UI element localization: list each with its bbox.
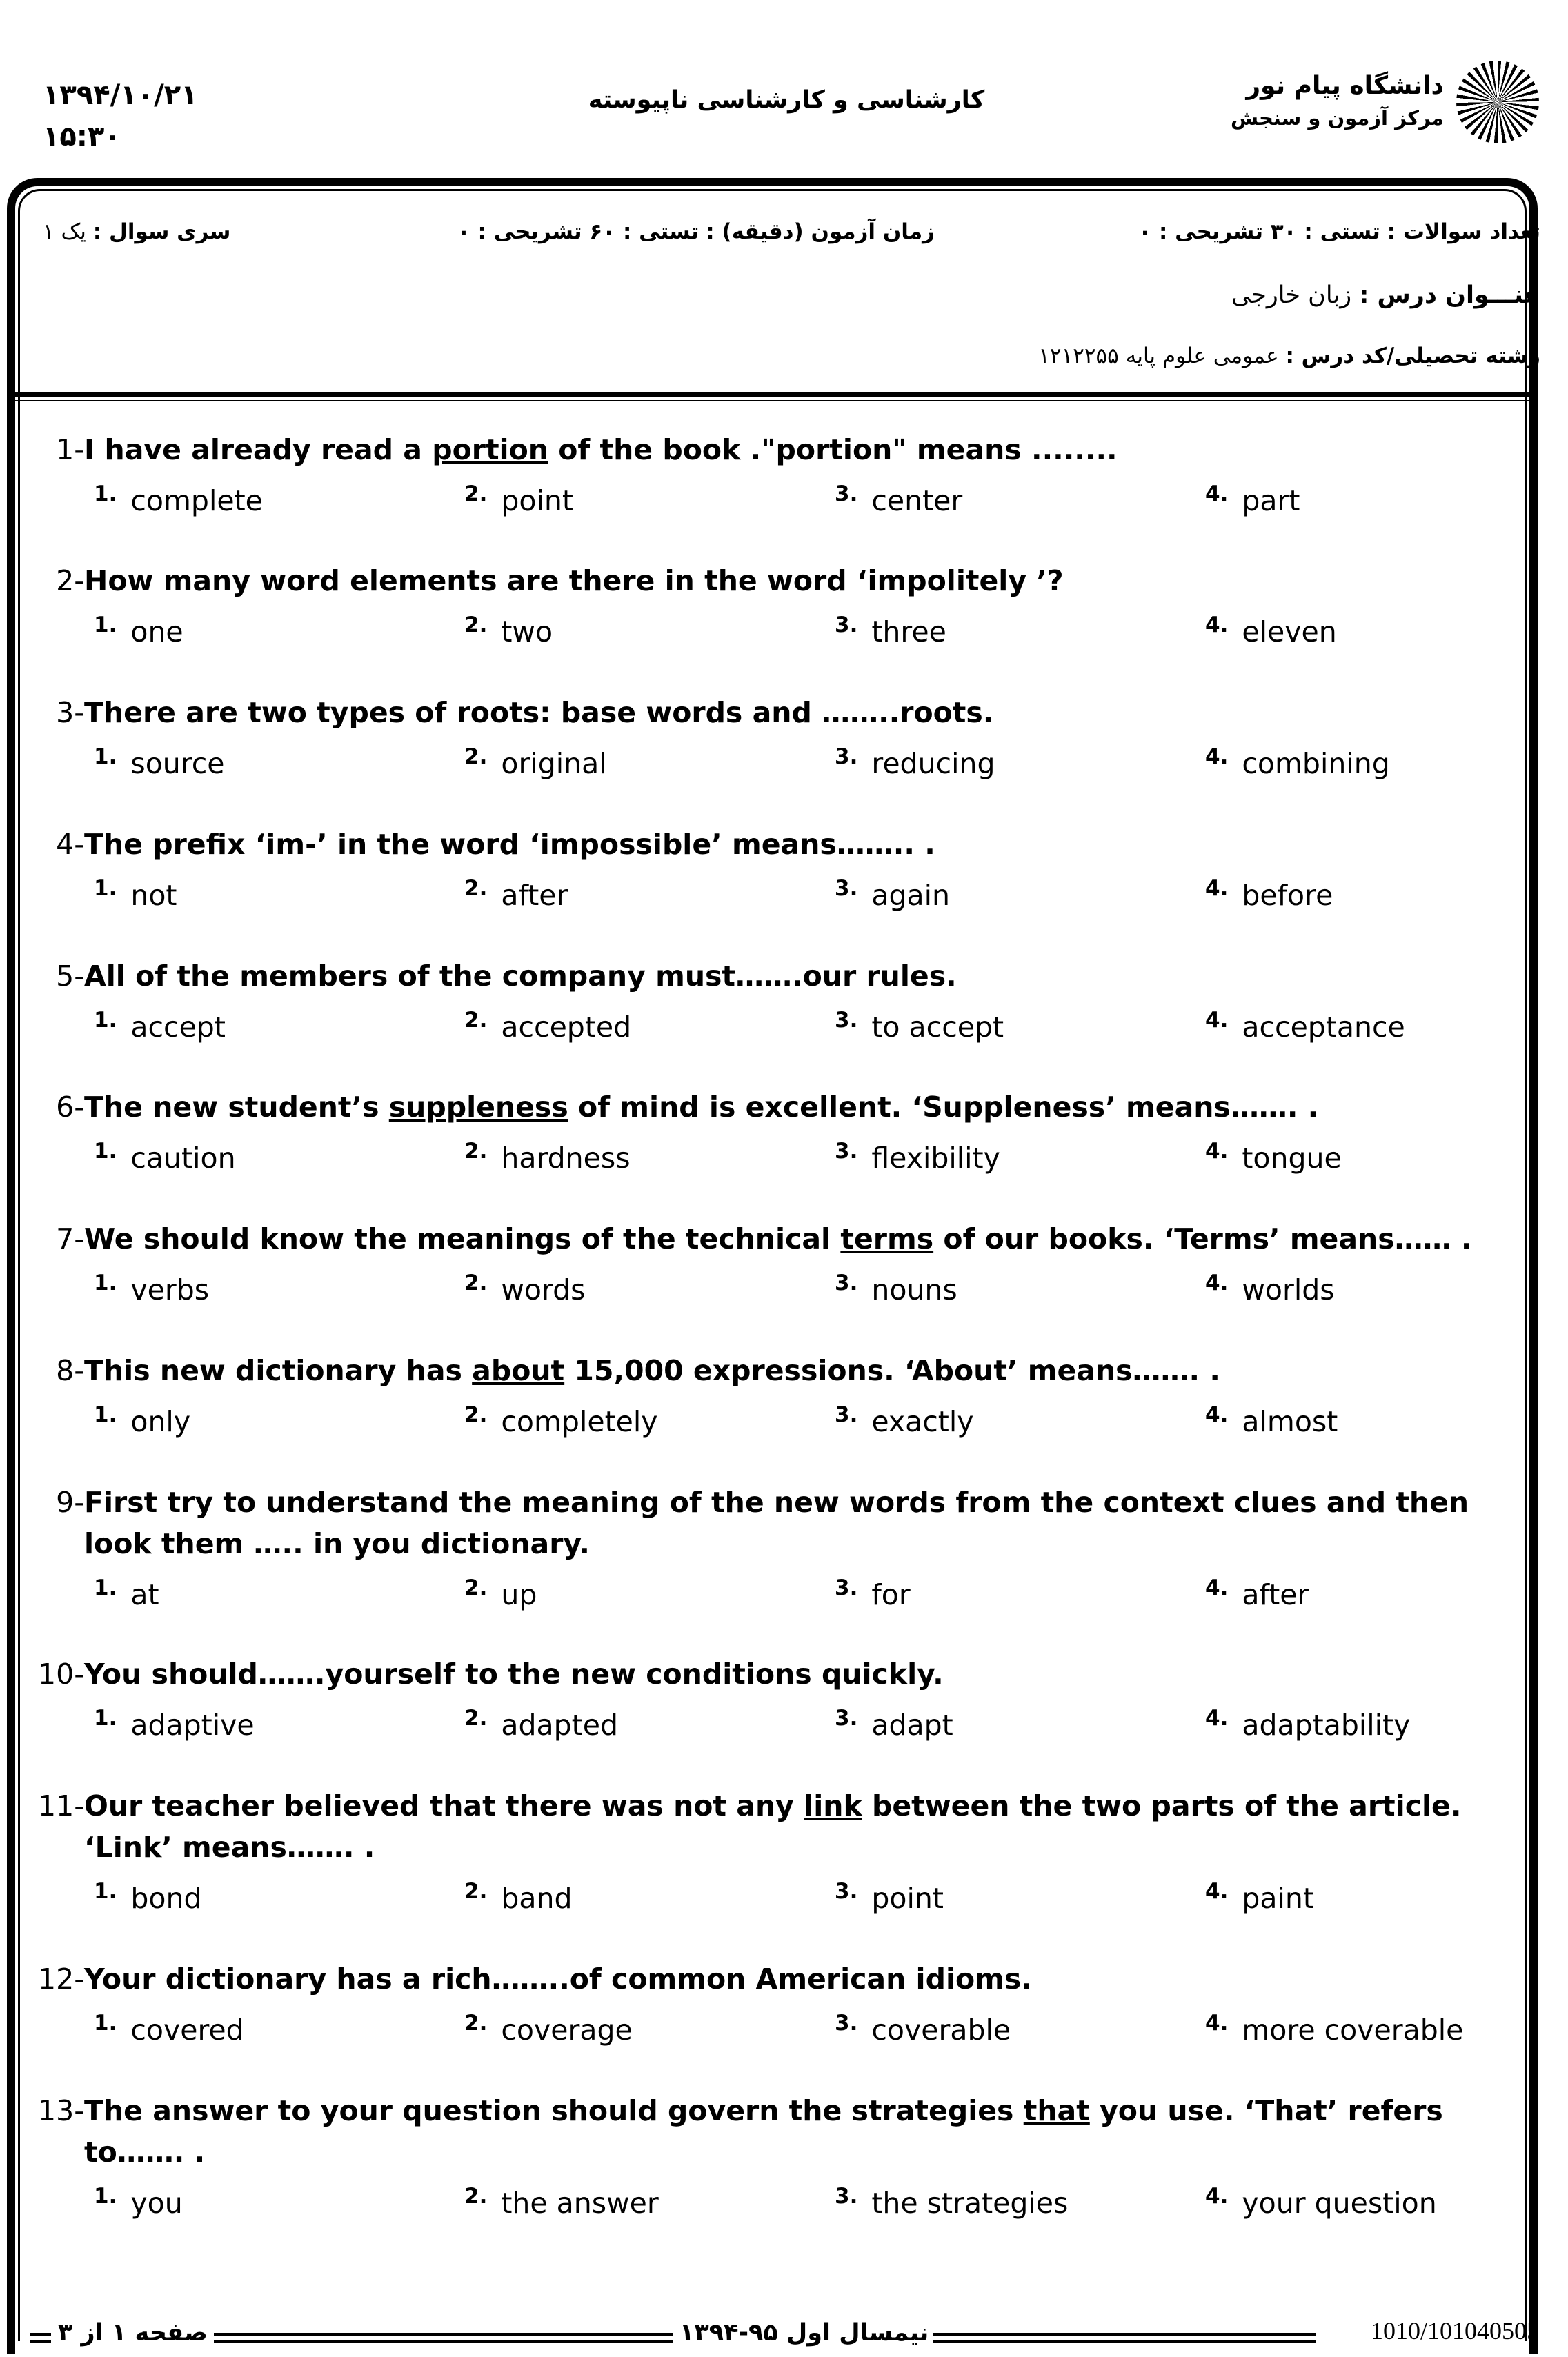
option-number: 2. xyxy=(464,1008,488,1033)
question-7 xyxy=(32,1218,1508,1322)
option-4[interactable] xyxy=(1205,1704,1410,1750)
option-text: exactly xyxy=(871,1405,974,1438)
question-text xyxy=(84,824,1508,865)
option-3[interactable] xyxy=(835,743,995,788)
option-text: reducing xyxy=(871,747,995,780)
option-2[interactable] xyxy=(464,1137,631,1183)
option-text: flexibility xyxy=(871,1142,1000,1175)
option-number: 3. xyxy=(835,2011,858,2036)
question-2 xyxy=(32,560,1508,664)
option-3[interactable] xyxy=(835,2009,1011,2055)
option-text: for xyxy=(871,1578,911,1611)
question-6 xyxy=(32,1086,1508,1190)
option-number: 2. xyxy=(464,876,488,901)
option-row xyxy=(32,1878,1508,1930)
option-4[interactable] xyxy=(1205,611,1337,657)
exam-duration-label: زمان آزمون (دقیقه) : xyxy=(706,219,935,244)
question-text xyxy=(84,1218,1508,1260)
option-text: at xyxy=(130,1578,159,1611)
option-text: covered xyxy=(130,2013,244,2047)
question-text-pre: First try to understand the meaning of the new words from the context clues and then look them ….. in you dictionary. xyxy=(84,1486,1469,1560)
option-number: 4. xyxy=(1205,481,1229,506)
option-row xyxy=(32,1401,1508,1453)
option-4[interactable] xyxy=(1205,743,1390,788)
option-number: 4. xyxy=(1205,1879,1229,1904)
option-number: 1. xyxy=(94,876,117,901)
option-text: eleven xyxy=(1242,615,1337,648)
option-1[interactable] xyxy=(94,875,177,920)
option-number: 2. xyxy=(464,1706,488,1731)
option-text: to accept xyxy=(871,1011,1004,1044)
option-number: 3. xyxy=(835,1879,858,1904)
option-number: 4. xyxy=(1205,1575,1229,1600)
option-3[interactable] xyxy=(835,1269,957,1315)
question-text-pre: We should know the meanings of the technical xyxy=(84,1222,841,1255)
option-3[interactable] xyxy=(835,875,950,920)
option-number: 4. xyxy=(1205,876,1229,901)
option-2[interactable] xyxy=(464,480,573,526)
option-text: the answer xyxy=(501,2187,659,2220)
exam-duration-value: تستی : ۶۰ تشریحی : ۰ xyxy=(457,219,699,244)
underlined-word: that xyxy=(1023,2094,1090,2127)
header-divider-thin xyxy=(14,400,1531,401)
question-text-pre: Your dictionary has a rich……..of common American idioms. xyxy=(84,1962,1032,1996)
question-text-pre: All of the members of the company must…….our rules. xyxy=(84,959,957,993)
option-row xyxy=(32,1006,1508,1059)
question-5 xyxy=(32,955,1508,1059)
option-text: hardness xyxy=(501,1142,631,1175)
question-text xyxy=(84,955,1508,997)
option-text: you xyxy=(130,2187,183,2220)
option-text: accept xyxy=(130,1011,226,1044)
option-3[interactable] xyxy=(835,1401,974,1446)
option-text: nouns xyxy=(871,1273,957,1306)
footer-rule-mid-left xyxy=(214,2333,673,2343)
question-number: 3- xyxy=(56,696,84,729)
option-1[interactable] xyxy=(94,2182,183,2228)
question-8 xyxy=(32,1350,1508,1453)
option-row xyxy=(32,743,1508,795)
question-text xyxy=(84,2090,1508,2173)
option-text: combining xyxy=(1242,747,1390,780)
option-number: 2. xyxy=(464,481,488,506)
sunburst-logo-icon xyxy=(1456,61,1539,143)
option-number: 3. xyxy=(835,1402,858,1427)
option-1[interactable] xyxy=(94,1006,226,1052)
option-row xyxy=(32,1574,1508,1627)
option-3[interactable] xyxy=(835,1704,953,1750)
option-number: 1. xyxy=(94,1706,117,1731)
question-count xyxy=(1138,219,1540,244)
question-number: 11- xyxy=(38,1789,84,1822)
option-2[interactable] xyxy=(464,1269,586,1315)
question-9 xyxy=(32,1482,1508,1627)
option-text: point xyxy=(501,484,573,517)
question-text xyxy=(84,692,1508,733)
question-series xyxy=(43,219,230,244)
option-number: 1. xyxy=(94,1008,117,1033)
option-number: 1. xyxy=(94,2011,117,2036)
option-text: adapted xyxy=(501,1709,618,1742)
question-number: 7- xyxy=(56,1222,84,1255)
option-number: 2. xyxy=(464,1402,488,1427)
option-number: 3. xyxy=(835,613,858,637)
question-text-pre: Our teacher believed that there was not any xyxy=(84,1789,804,1822)
option-text: your question xyxy=(1242,2187,1437,2220)
option-3[interactable] xyxy=(835,1878,944,1923)
question-count-label: تعداد سوالات : xyxy=(1387,219,1540,244)
question-11 xyxy=(32,1785,1508,1930)
question-text-pre: You should…….yourself to the new conditions quickly. xyxy=(84,1658,944,1691)
question-13 xyxy=(32,2090,1508,2235)
option-text: caution xyxy=(130,1142,236,1175)
course-title-label: عنـــوان درس : xyxy=(1359,281,1540,309)
option-number: 3. xyxy=(835,876,858,901)
semester: نیمسال اول ۹۵-۱۳۹۴ xyxy=(679,2319,929,2347)
question-text-pre: I have already read a xyxy=(84,433,433,466)
question-3 xyxy=(32,692,1508,795)
option-number: 1. xyxy=(94,2184,117,2209)
center-name: مرکز آزمون و سنجش xyxy=(1231,106,1444,130)
option-number: 2. xyxy=(464,2184,488,2209)
option-number: 1. xyxy=(94,744,117,769)
underlined-word: about xyxy=(472,1354,565,1387)
question-text-pre: How many word elements are there in the word ‘impolitely ’? xyxy=(84,564,1064,597)
option-4[interactable] xyxy=(1205,1878,1314,1923)
question-text-pre: The prefix ‘im-’ in the word ‘impossible’ means…….. . xyxy=(84,828,935,861)
option-row xyxy=(32,611,1508,664)
underlined-word: terms xyxy=(840,1222,934,1255)
option-text: completely xyxy=(501,1405,658,1438)
option-text: only xyxy=(130,1405,191,1438)
option-1[interactable] xyxy=(94,611,183,657)
question-series-label: سری سوال : xyxy=(92,219,231,244)
option-text: after xyxy=(1242,1578,1309,1611)
option-number: 3. xyxy=(835,1139,858,1164)
field-value: عمومی علوم پایه ۱۲۱۲۲۵۵ xyxy=(1038,344,1279,368)
option-number: 4. xyxy=(1205,1008,1229,1033)
question-text-post: 15,000 expressions. ‘About’ means……. . xyxy=(564,1354,1220,1387)
question-text xyxy=(84,560,1508,601)
option-2[interactable] xyxy=(464,611,553,657)
option-text: worlds xyxy=(1242,1273,1335,1306)
option-number: 2. xyxy=(464,1575,488,1600)
question-text-post: of the book ."portion" means ........ xyxy=(548,433,1118,466)
option-text: point xyxy=(871,1882,944,1915)
question-12 xyxy=(32,1958,1508,2062)
option-number: 4. xyxy=(1205,1706,1229,1731)
option-2[interactable] xyxy=(464,2182,659,2228)
option-2[interactable] xyxy=(464,1401,658,1446)
option-1[interactable] xyxy=(94,1574,159,1620)
option-row xyxy=(32,1704,1508,1757)
option-number: 2. xyxy=(464,613,488,637)
question-series-value: یک ۱ xyxy=(43,219,86,244)
option-4[interactable] xyxy=(1205,875,1333,920)
field-label: رشته تحصیلی/کد درس : xyxy=(1285,344,1540,368)
exam-duration xyxy=(457,219,935,244)
option-number: 4. xyxy=(1205,744,1229,769)
question-text xyxy=(84,1086,1508,1128)
option-1[interactable] xyxy=(94,1878,201,1923)
option-text: adaptive xyxy=(130,1709,255,1742)
option-number: 1. xyxy=(94,1575,117,1600)
option-text: bond xyxy=(130,1882,202,1915)
option-2[interactable] xyxy=(464,2009,633,2055)
option-row xyxy=(32,2009,1508,2062)
option-text: almost xyxy=(1242,1405,1338,1438)
option-text: part xyxy=(1242,484,1300,517)
footer-rule-mid-right xyxy=(933,2333,1316,2343)
question-text-pre: The new student’s xyxy=(84,1091,389,1124)
question-text-pre: The answer to your question should govern the strategies xyxy=(84,2094,1024,2127)
option-2[interactable] xyxy=(464,1574,537,1620)
question-number: 13- xyxy=(38,2094,84,2127)
university-logo xyxy=(1231,61,1539,143)
option-number: 4. xyxy=(1205,2011,1229,2036)
option-1[interactable] xyxy=(94,1401,190,1446)
option-text: the strategies xyxy=(871,2187,1069,2220)
option-2[interactable] xyxy=(464,743,607,788)
question-1 xyxy=(32,429,1508,533)
option-number: 3. xyxy=(835,481,858,506)
option-1[interactable] xyxy=(94,1137,236,1183)
option-number: 4. xyxy=(1205,613,1229,637)
option-number: 3. xyxy=(835,1008,858,1033)
option-1[interactable] xyxy=(94,1704,255,1750)
question-text-post: you use. ‘That’ refers to……. . xyxy=(84,2094,1443,2169)
question-number: 4- xyxy=(56,828,84,861)
option-number: 2. xyxy=(464,1139,488,1164)
option-text: paint xyxy=(1242,1882,1314,1915)
option-text: original xyxy=(501,747,607,780)
option-number: 2. xyxy=(464,1879,488,1904)
option-text: accepted xyxy=(501,1011,632,1044)
course-title-value: زبان خارجی xyxy=(1231,281,1352,309)
option-2[interactable] xyxy=(464,1006,631,1052)
question-count-value: تستی : ۳۰ تشریحی : ۰ xyxy=(1138,219,1380,244)
question-number: 9- xyxy=(56,1486,84,1519)
option-number: 4. xyxy=(1205,1271,1229,1295)
option-4[interactable] xyxy=(1205,1137,1342,1183)
option-text: coverage xyxy=(501,2013,633,2047)
option-2[interactable] xyxy=(464,1704,618,1750)
option-text: after xyxy=(501,879,568,912)
option-text: band xyxy=(501,1882,573,1915)
exam-time: ۱۵:۳۰ xyxy=(43,121,121,152)
underlined-word: link xyxy=(804,1789,862,1822)
option-row xyxy=(32,1137,1508,1190)
underlined-word: portion xyxy=(432,433,548,466)
option-number: 3. xyxy=(835,2184,858,2209)
option-text: complete xyxy=(130,484,263,517)
question-number: 8- xyxy=(56,1354,84,1387)
question-number: 12- xyxy=(38,1962,84,1996)
option-4[interactable] xyxy=(1205,2182,1437,2228)
option-4[interactable] xyxy=(1205,1269,1335,1315)
option-3[interactable] xyxy=(835,1574,911,1620)
question-text-post: between the two parts of the article. ‘Link’ means……. . xyxy=(84,1789,1462,1864)
field-course-code xyxy=(1038,344,1540,368)
exam-code: 1010/101040505 xyxy=(1370,2317,1539,2345)
question-text-post: of our books. ‘Terms’ means…… . xyxy=(933,1222,1472,1255)
header-divider xyxy=(14,392,1531,397)
question-number: 1- xyxy=(56,433,84,466)
question-number: 5- xyxy=(56,959,84,993)
question-text-pre: There are two types of roots: base words and ……..roots. xyxy=(84,696,994,729)
question-text-pre: This new dictionary has xyxy=(84,1354,473,1387)
option-3[interactable] xyxy=(835,480,962,526)
option-text: adaptability xyxy=(1242,1709,1411,1742)
option-1[interactable] xyxy=(94,2009,244,2055)
option-number: 3. xyxy=(835,744,858,769)
page-number: صفحه ۱ از ۳ xyxy=(58,2319,208,2347)
option-number: 3. xyxy=(835,1271,858,1295)
option-row xyxy=(32,2182,1508,2235)
option-number: 1. xyxy=(94,1271,117,1295)
question-10 xyxy=(32,1653,1508,1757)
question-number: 2- xyxy=(56,564,84,597)
question-text xyxy=(84,1785,1508,1868)
option-text: words xyxy=(501,1273,586,1306)
option-text: before xyxy=(1242,879,1333,912)
option-3[interactable] xyxy=(835,611,946,657)
option-text: one xyxy=(130,615,183,648)
option-text: tongue xyxy=(1242,1142,1342,1175)
underlined-word: suppleness xyxy=(388,1091,568,1124)
option-text: verbs xyxy=(130,1273,210,1306)
option-text: up xyxy=(501,1578,537,1611)
option-number: 3. xyxy=(835,1575,858,1600)
option-text: coverable xyxy=(871,2013,1011,2047)
option-4[interactable] xyxy=(1205,2009,1463,2055)
option-number: 2. xyxy=(464,744,488,769)
option-2[interactable] xyxy=(464,1878,573,1923)
option-1[interactable] xyxy=(94,480,263,526)
option-1[interactable] xyxy=(94,1269,209,1315)
option-text: not xyxy=(130,879,177,912)
option-text: acceptance xyxy=(1242,1011,1405,1044)
exam-date: ۱۳۹۴/۱۰/۲۱ xyxy=(43,79,198,111)
option-number: 2. xyxy=(464,1271,488,1295)
option-row xyxy=(32,480,1508,533)
option-number: 2. xyxy=(464,2011,488,2036)
option-row xyxy=(32,1269,1508,1322)
course-title xyxy=(1231,281,1540,309)
option-3[interactable] xyxy=(835,1006,1004,1052)
question-text-post: of mind is excellent. ‘Suppleness’ means……. . xyxy=(568,1091,1319,1124)
option-row xyxy=(32,875,1508,927)
exam-date-time xyxy=(43,74,198,157)
option-1[interactable] xyxy=(94,743,225,788)
option-text: two xyxy=(501,615,553,648)
option-2[interactable] xyxy=(464,875,568,920)
option-number: 1. xyxy=(94,1402,117,1427)
option-number: 1. xyxy=(94,1139,117,1164)
footer-rule-left xyxy=(30,2333,51,2343)
question-number: 6- xyxy=(56,1091,84,1124)
question-text xyxy=(84,1350,1508,1391)
option-number: 1. xyxy=(94,613,117,637)
question-text xyxy=(84,1482,1508,1564)
option-4[interactable] xyxy=(1205,1574,1309,1620)
option-text: source xyxy=(130,747,225,780)
option-number: 4. xyxy=(1205,2184,1229,2209)
option-number: 3. xyxy=(835,1706,858,1731)
university-name: دانشگاه پیام نور xyxy=(1246,72,1444,100)
option-text: three xyxy=(871,615,946,648)
option-number: 4. xyxy=(1205,1139,1229,1164)
option-text: more coverable xyxy=(1242,2013,1464,2047)
option-text: again xyxy=(871,879,951,912)
question-text xyxy=(84,1653,1508,1695)
question-text xyxy=(84,1958,1508,2000)
question-4 xyxy=(32,824,1508,927)
option-text: adapt xyxy=(871,1709,953,1742)
option-text: center xyxy=(871,484,963,517)
question-text xyxy=(84,429,1508,470)
option-3[interactable] xyxy=(835,2182,1068,2228)
option-4[interactable] xyxy=(1205,1006,1405,1052)
exam-title: کارشناسی و کارشناسی ناپیوسته xyxy=(588,86,985,114)
option-3[interactable] xyxy=(835,1137,1000,1183)
option-4[interactable] xyxy=(1205,1401,1338,1446)
option-number: 1. xyxy=(94,1879,117,1904)
option-4[interactable] xyxy=(1205,480,1300,526)
option-number: 4. xyxy=(1205,1402,1229,1427)
option-number: 1. xyxy=(94,481,117,506)
question-number: 10- xyxy=(38,1658,84,1691)
